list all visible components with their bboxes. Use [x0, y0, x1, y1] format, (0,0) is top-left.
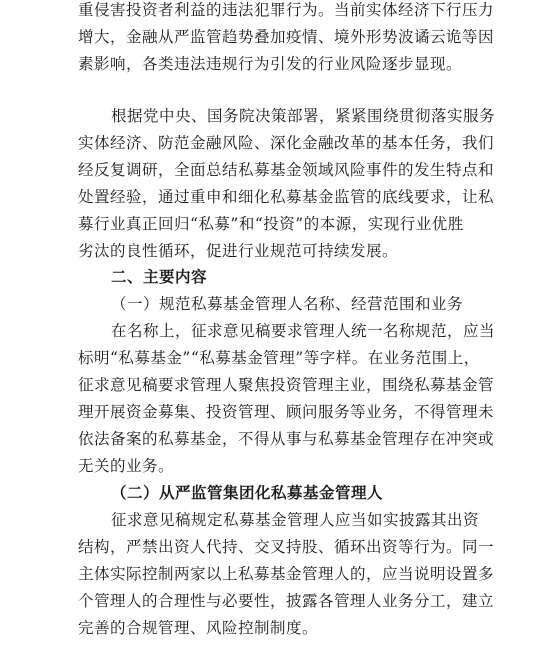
body-text-line: 素影响，各类违法违规行为引发的行业风险逐步显现。 — [78, 55, 463, 73]
body-text-line: 经反复调研，全面总结私募基金领域风险事件的发生特点和 — [78, 161, 495, 179]
body-text-line: 募行业真正回归“私募”和“投资”的本源，实现行业优胜 — [78, 215, 464, 233]
body-text-line: 主体实际控制两家以上私募基金管理人的，应当说明设置多 — [78, 565, 495, 583]
body-text-line: 理开展资金募集、投资管理、顾问服务等业务，不得管理未 — [78, 403, 495, 421]
body-text-line: 依法备案的私募基金，不得从事与私募基金管理存在冲突或 — [78, 430, 495, 448]
body-text-line: 重侵害投资者利益的违法犯罪行为。当前实体经济下行压力 — [78, 1, 495, 19]
paragraph-start-line: 征求意见稿规定私募基金管理人应当如实披露其出资 — [111, 511, 480, 529]
body-text-line: 标明“私募基金”“私募基金管理”等字样。在业务范围上， — [78, 349, 480, 367]
body-text-line: 无关的业务。 — [78, 457, 175, 475]
body-text-line: 处置经验，通过重申和细化私募基金监管的底线要求，让私 — [78, 188, 495, 206]
paragraph-start-line: 根据党中央、国务院决策部署，紧紧围绕贯彻落实服务 — [111, 107, 496, 125]
body-text-line: 劣汰的良性循环，促进行业规范可持续发展。 — [78, 242, 399, 260]
body-text-line: 个管理人的合理性与必要性，披露各管理人业务分工，建立 — [78, 592, 495, 610]
body-text-line: 完善的合规管理、风险控制制度。 — [78, 619, 319, 637]
body-text-line: 实体经济、防范金融风险、深化金融改革的基本任务，我们 — [78, 134, 495, 152]
paragraph-start-line: 在名称上，征求意见稿要求管理人统一名称规范，应当 — [111, 322, 496, 340]
subsection-heading: （一）规范私募基金管理人名称、经营范围和业务 — [111, 295, 464, 313]
body-text-line: 结构，严禁出资人代持、交叉持股、循环出资等行为。同一 — [78, 538, 495, 556]
section-heading: 二、主要内容 — [111, 268, 208, 286]
subsection-heading: （二）从严监管集团化私募基金管理人 — [111, 484, 384, 502]
body-text-line: 征求意见稿要求管理人聚焦投资管理主业，围绕私募基金管 — [78, 376, 495, 394]
body-text-line: 增大，金融从严监管趋势叠加疫情、境外形势波谲云诡等因 — [78, 28, 495, 46]
